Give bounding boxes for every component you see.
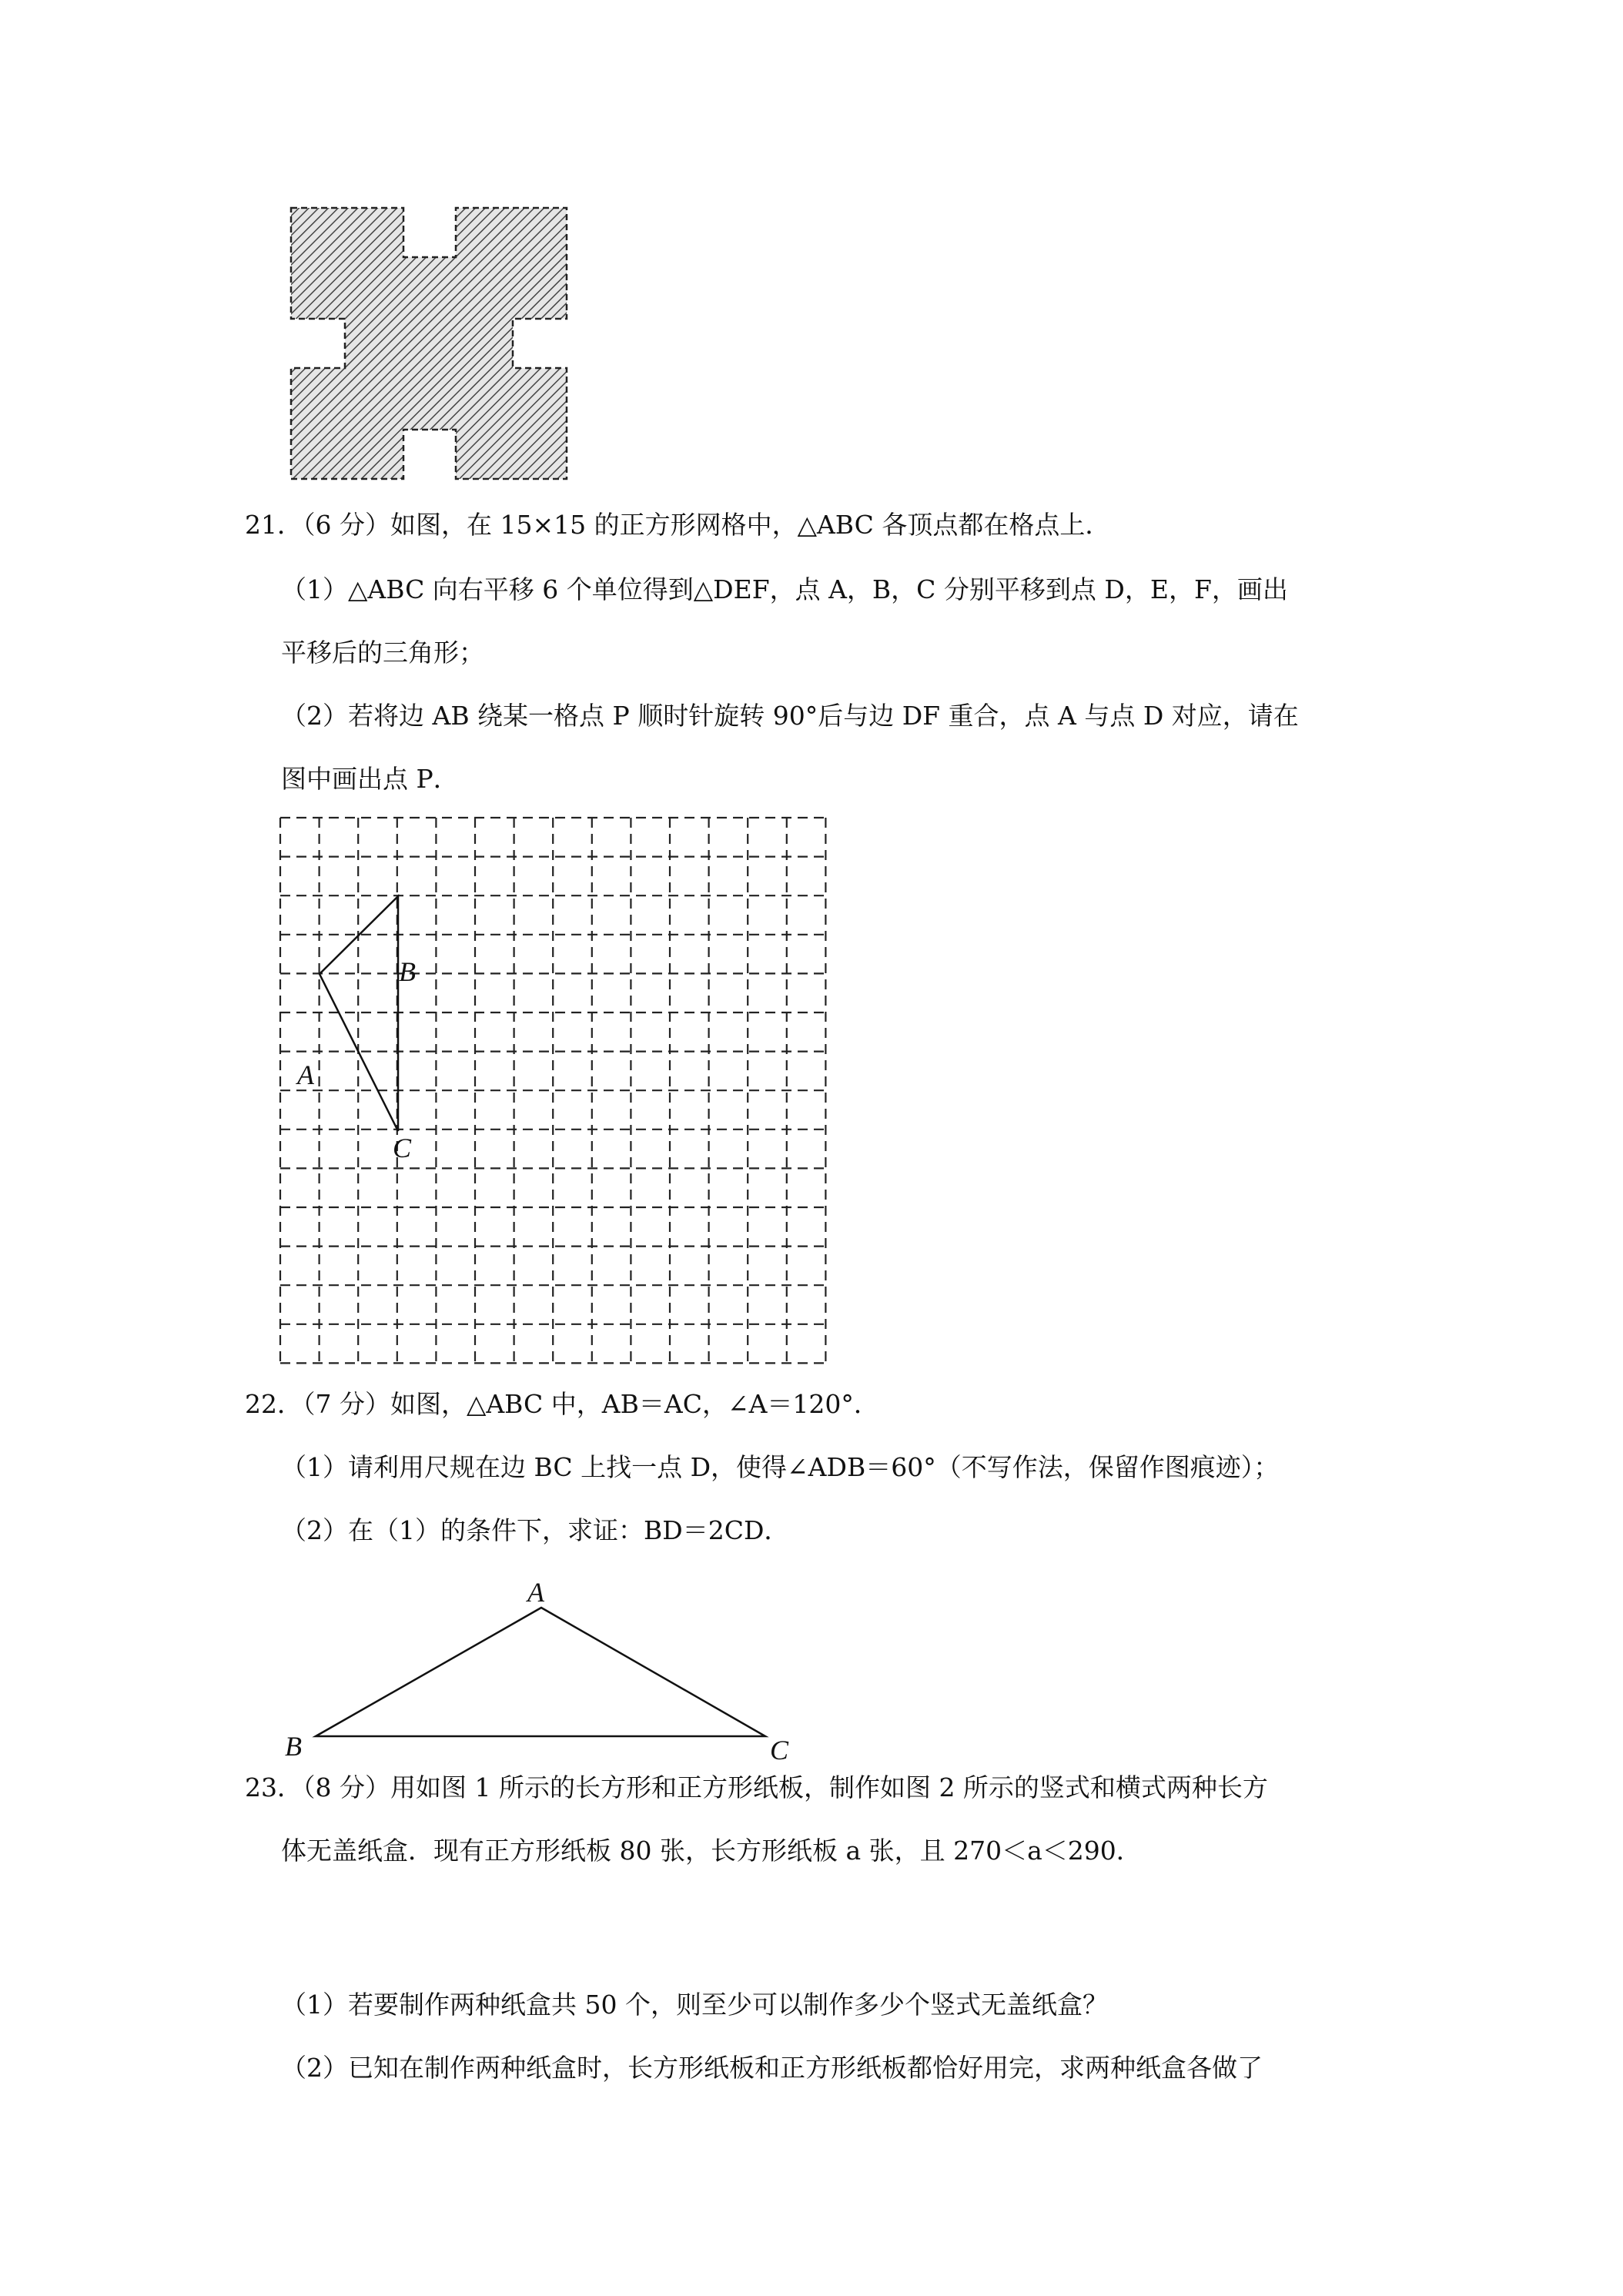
vertex-label-c: C xyxy=(770,1735,789,1766)
q21-part1-line2: 平移后的三角形； xyxy=(281,638,484,668)
point-label-c: C xyxy=(393,1133,412,1163)
point-label-b: B xyxy=(399,956,416,987)
q23-part1: （1）若要制作两种纸盒共 50 个，则至少可以制作多少个竖式无盖纸盒？ xyxy=(281,1990,1108,2020)
q22-stem: 22．（7 分）如图，△ABC 中，AB＝AC，∠A＝120°． xyxy=(245,1389,879,1419)
dashed-grid xyxy=(280,818,825,1363)
q21-stem: 21．（6 分）如图，在 15×15 的正方形网格中，△ABC 各顶点都在格点上． xyxy=(245,510,1111,540)
q23-stem-line2: 体无盖纸盒．现有正方形纸板 80 张，长方形纸板 a 张，且 270＜a＜290． xyxy=(281,1836,1142,1866)
q23-part2: （2）已知在制作两种纸盒时，长方形纸板和正方形纸板都恰好用完，求两种纸盒各做了 xyxy=(281,2053,1263,2083)
q23-stem-line1: 23．（8 分）用如图 1 所示的长方形和正方形纸板，制作如图 2 所示的竖式和横式两种长方 xyxy=(245,1772,1268,1802)
point-label-a: A xyxy=(297,1059,314,1090)
q21-part2-line1: （2）若将边 AB 绕某一格点 P 顺时针旋转 90°后与边 DF 重合，点 A 与点 D 对应，请在 xyxy=(281,701,1299,731)
q21-part1-line1: （1）△ABC 向右平移 6 个单位得到△DEF，点 A，B，C 分别平移到点 D，E，F，画出 xyxy=(281,574,1288,604)
q21-part2-line2: 图中画出点 P． xyxy=(281,764,459,794)
q22-part1: （1）请利用尺规在边 BC 上找一点 D，使得∠ADB＝60°（不写作法，保留作图痕迹）； xyxy=(281,1452,1280,1482)
q22-part2: （2）在（1）的条件下，求证：BD＝2CD． xyxy=(281,1515,790,1545)
vertex-label-a: A xyxy=(527,1577,544,1608)
hatched-shape-figure xyxy=(285,202,577,494)
q22-triangle-figure xyxy=(277,1571,816,1771)
vertex-label-b: B xyxy=(285,1731,302,1762)
q21-grid-figure xyxy=(262,808,832,1378)
hatched-shape xyxy=(291,208,567,479)
triangle-abc-obtuse xyxy=(316,1608,765,1736)
